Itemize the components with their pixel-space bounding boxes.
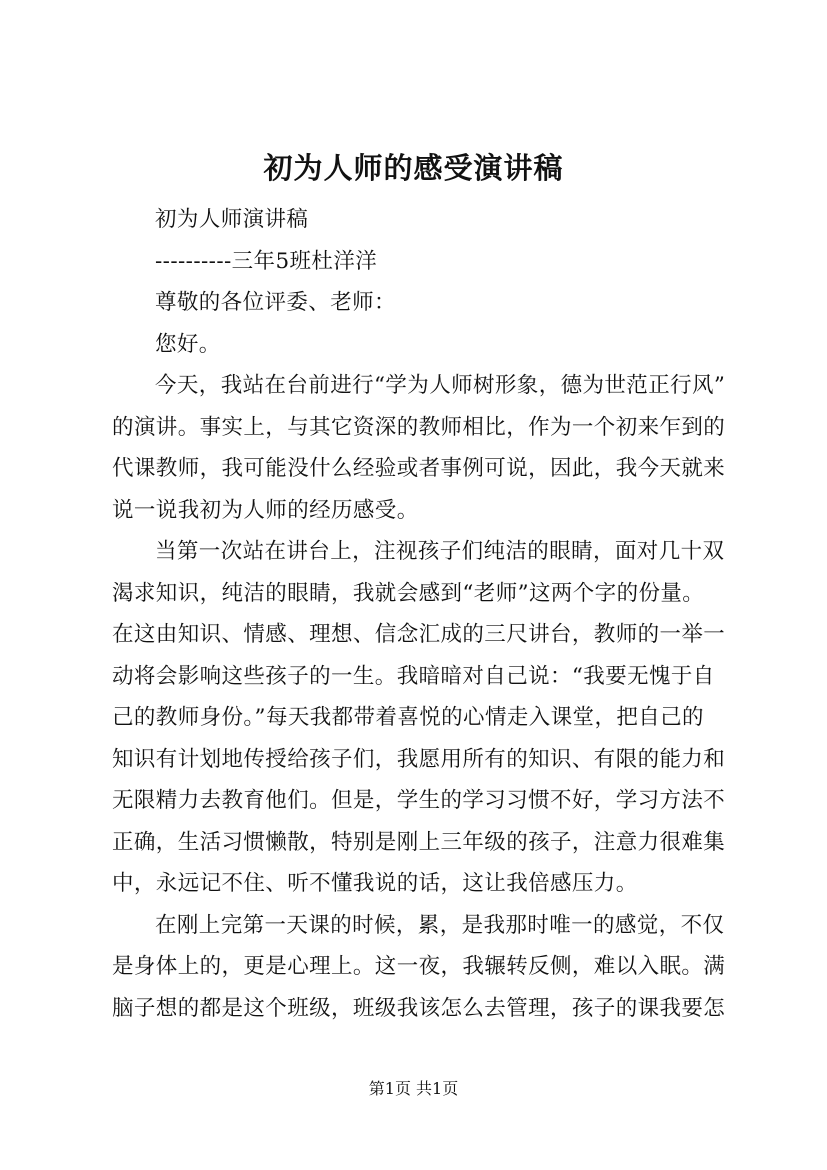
text-line: 今天，我站在台前进行“学为人师树形象，德为世范正行风” — [155, 373, 726, 398]
text-line: 在刚上完第一天课的时候，累，是我那时唯一的感觉，不仅 — [155, 912, 725, 938]
text-line: 您好。 — [155, 331, 221, 357]
text-line: 己的教师身份。”每天我都带着喜悦的心情走入课堂，把自己的 — [112, 705, 704, 730]
text-line: 在这由知识、情感、理想、信念汇成的三尺讲台，教师的一举一 — [112, 622, 726, 647]
text-line: 知识有计划地传授给孩子们，我愿用所有的知识、有限的能力和 — [112, 746, 726, 772]
text-line: 是身体上的，更是心理上。这一夜，我辗转反侧，难以入眠。满 — [112, 954, 726, 979]
text-line: 尊敬的各位评委、老师： — [155, 290, 396, 315]
text-line: 渴求知识，纯洁的眼睛，我就会感到“老师”这两个字的份量。 — [112, 580, 705, 606]
text-line: 的演讲。事实上，与其它资深的教师相比，作为一个初来乍到的 — [112, 414, 726, 440]
document-body — [112, 199, 738, 1029]
text-line: 无限精力去教育他们。但是，学生的学习习惯不好，学习方法不 — [112, 788, 726, 813]
document-title: 初为人师的感受演讲稿 — [263, 151, 564, 185]
text-line: 初为人师演讲稿 — [155, 207, 309, 232]
text-line: 动将会影响这些孩子的一生。我暗暗对自己说：“我要无愧于自 — [112, 663, 715, 689]
text-line: ----------三年5班杜洋洋 — [155, 248, 378, 274]
text-line: 脑子想的都是这个班级，班级我该怎么去管理，孩子的课我要怎 — [112, 995, 726, 1021]
text-line: 说一说我初为人师的经历感受。 — [112, 497, 419, 523]
text-line: 正确，生活习惯懒散，特别是刚上三年级的孩子，注意力很难集 — [112, 829, 726, 855]
text-line: 代课教师，我可能没什么经验或者事例可说，因此，我今天就来 — [112, 456, 726, 481]
text-line: 当第一次站在讲台上，注视孩子们纯洁的眼睛，面对几十双 — [155, 539, 725, 564]
page-footer: 第1页 共1页 — [368, 1079, 459, 1098]
text-line: 中，永远记不住、听不懂我说的话，这让我倍感压力。 — [112, 871, 638, 896]
